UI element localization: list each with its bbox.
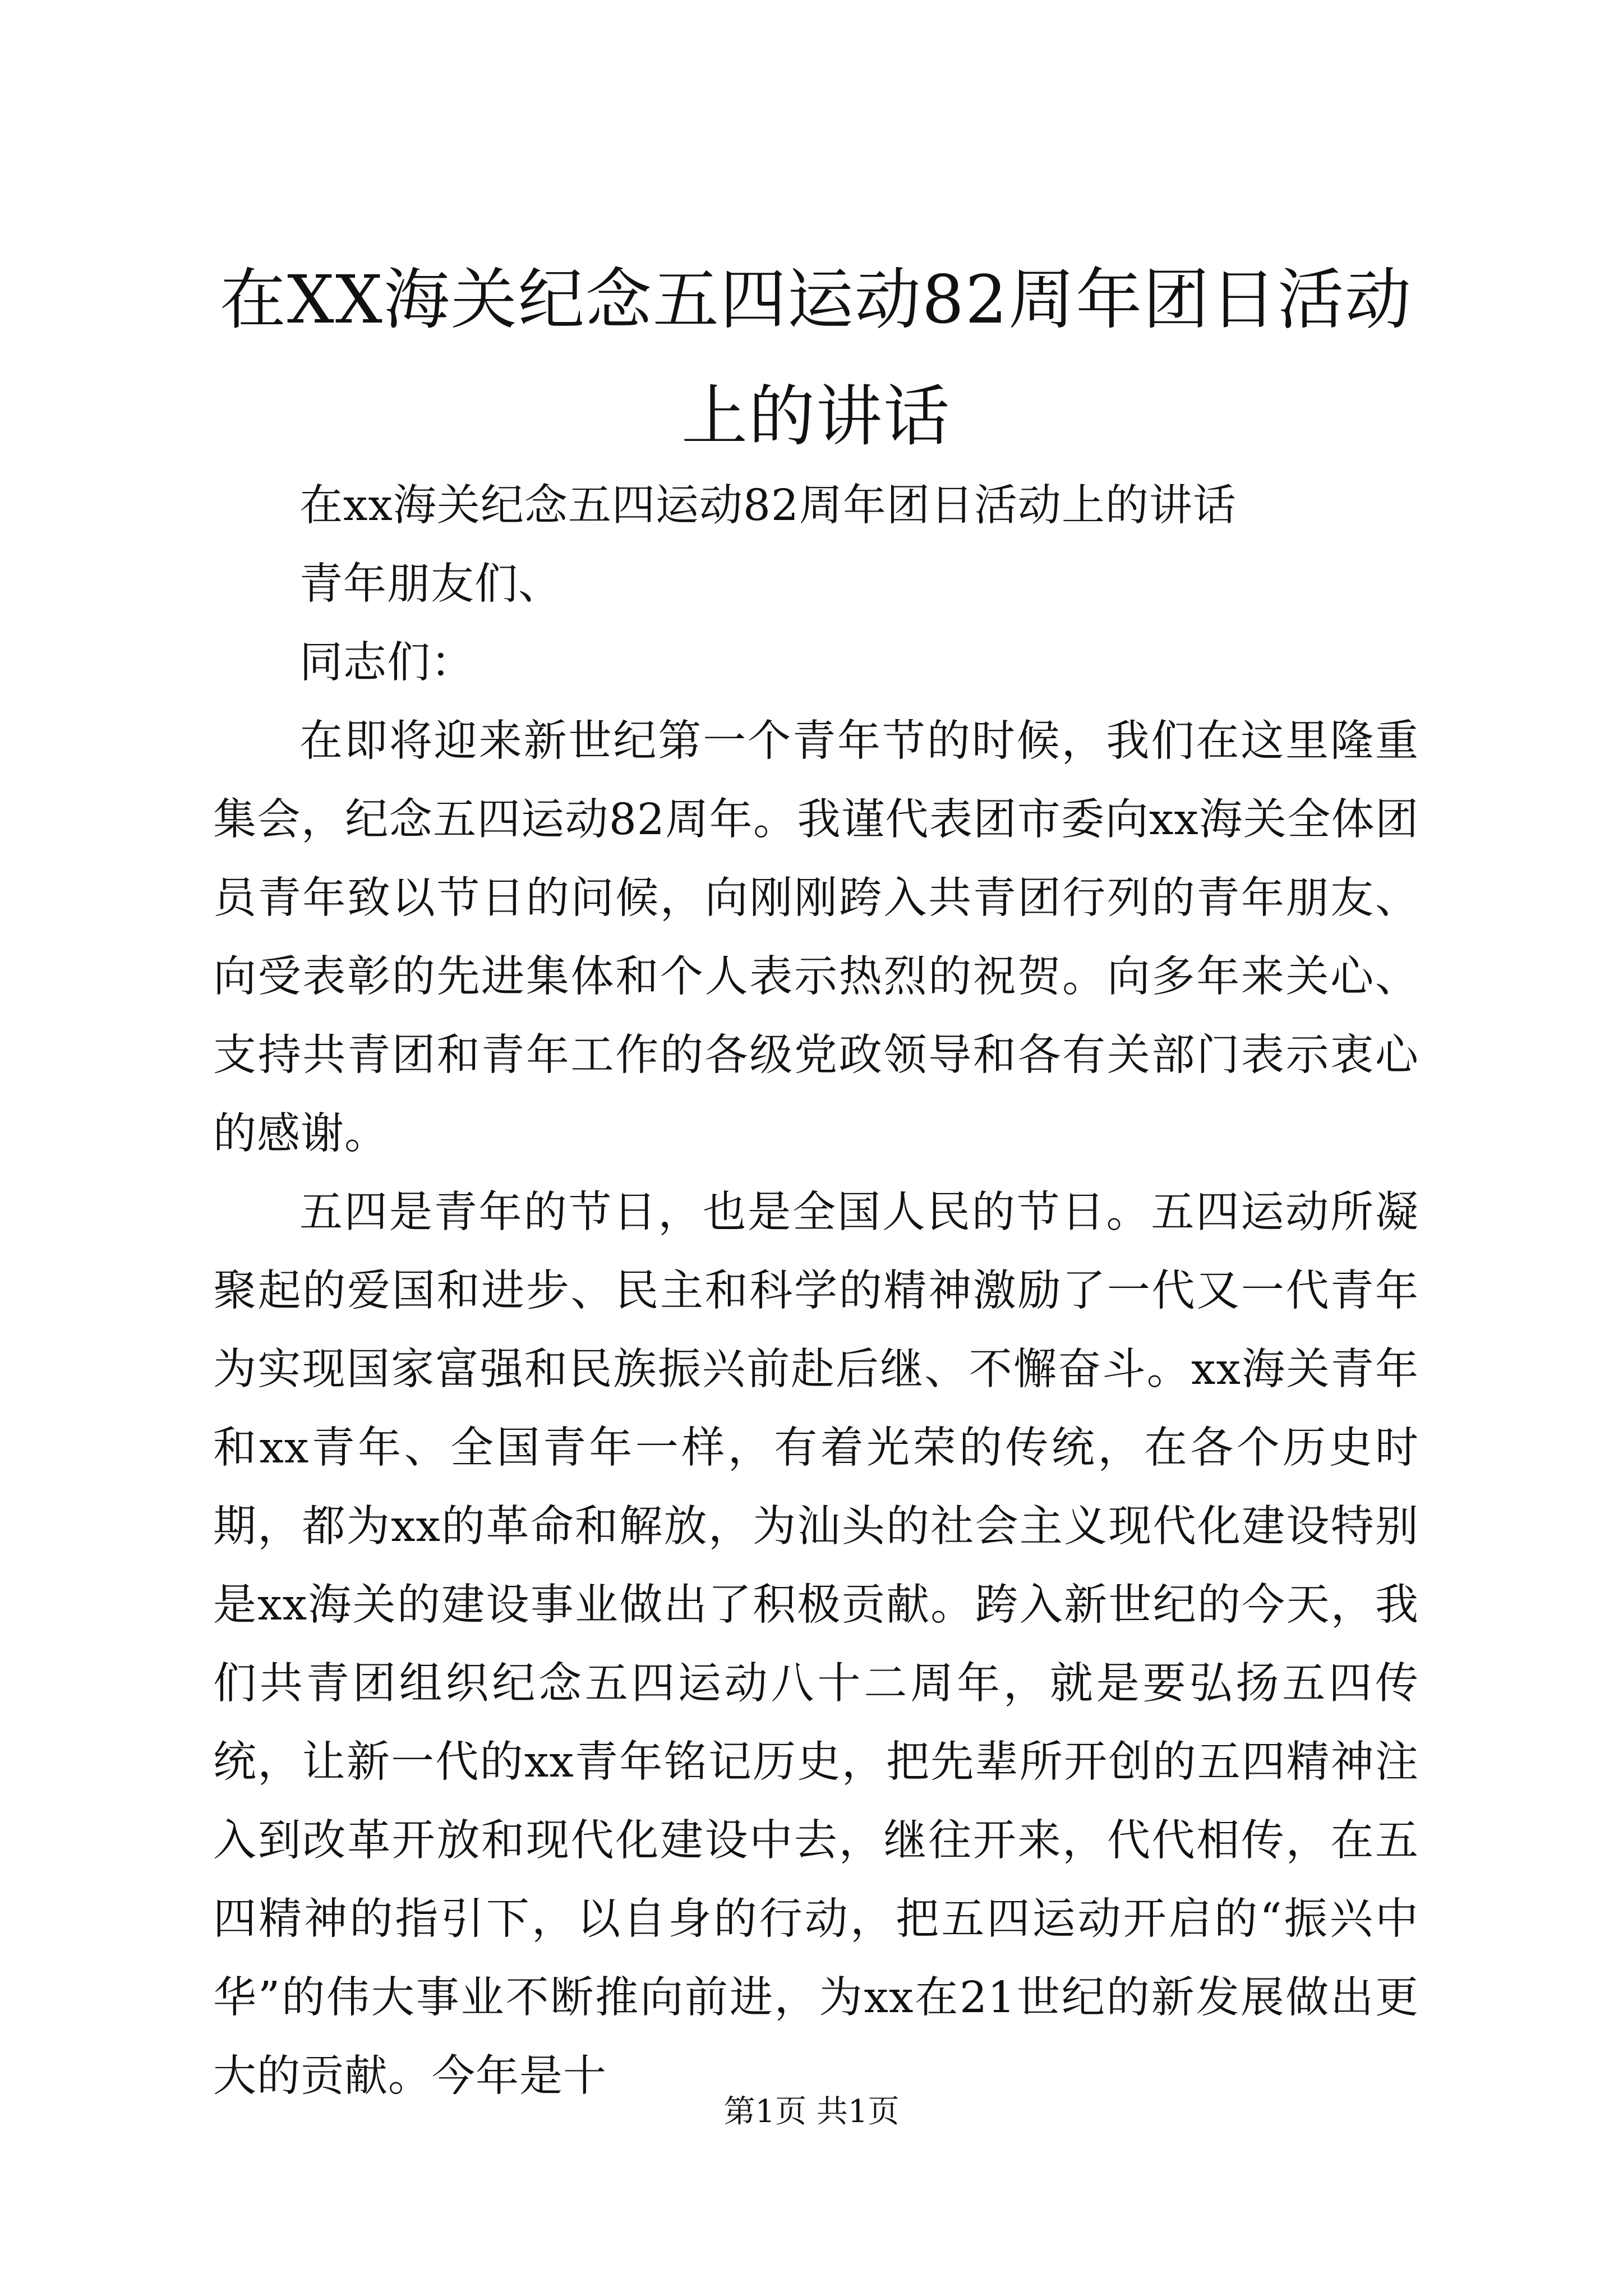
subtitle-paragraph: 在xx海关纪念五四运动82周年团日活动上的讲话 <box>299 481 1237 531</box>
body-paragraph: 在即将迎来新世纪第一个青年节的时候，我们在这里隆重集会，纪念五四运动82周年。我谨代表团市委向xx海关全体团员青年致以节日的问候，向刚刚跨入共青团行列的青年朋友、向受表彰的先进集体和个人表示热烈的祝贺。向多年来关心、支持共青团和青年工作的各级党政领导和各有关部门表示衷心的感谢。 <box>213 716 1419 1159</box>
page-footer: 第1页 共1页 <box>723 2093 900 2130</box>
document-body <box>213 467 1419 2116</box>
salutation-line-1: 青年朋友们、 <box>299 559 562 609</box>
document-title: 在XX海关纪念五四运动82周年团日活动上的讲话 <box>219 261 1413 455</box>
salutation-line-2: 同志们： <box>299 638 474 688</box>
body-paragraph: 五四是青年的节日，也是全国人民的节日。五四运动所凝聚起的爱国和进步、民主和科学的精神激励了一代又一代青年为实现国家富强和民族振兴前赴后继、不懈奋斗。xx海关青年和xx青年、全国青年一样，有着光荣的传统，在各个历史时期，都为xx的革命和解放，为汕头的社会主义现代化建设特别是xx海关的建设事业做出了积极贡献。跨入新世纪的今天，我们共青团组织纪念五四运动八十二周年，就是要弘扬五四传统，让新一代的xx青年铭记历史，把先辈所开创的五四精神注入到改革开放和现代化建设中去，继往开来，代代相传，在五四精神的指引下，以自身的行动，把五四运动开启的“振兴中华”的伟大事业不断推向前进，为xx在21世纪的新发展做出更大的贡献。今年是十 <box>213 1188 1419 2101</box>
